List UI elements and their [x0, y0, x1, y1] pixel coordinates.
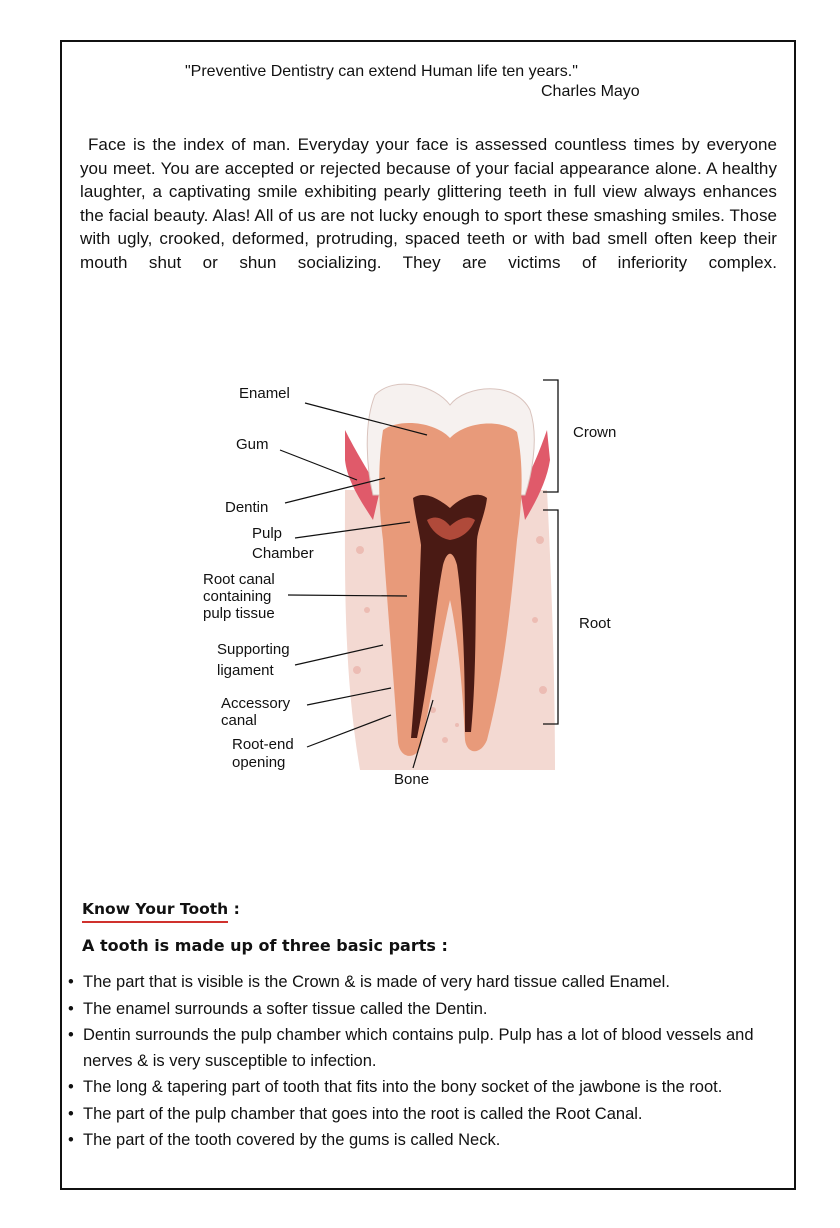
list-item-text: The part of the pulp chamber that goes into the root is called the Root Canal.: [83, 1104, 643, 1123]
label-accessory-1: Accessory: [221, 695, 291, 712]
label-enamel: Enamel: [239, 385, 290, 402]
bullet-icon: •: [68, 1104, 74, 1123]
bullet-icon: •: [68, 1026, 74, 1044]
intro-paragraph: Face is the index of man. Everyday your face is assessed countless times by everyone you meet. You are accepted or rejected because of your facial appearance alone. A healthy laughter, a captivating smile exhibiting pearly glittering teeth in full view always enhances the facial beauty. Alas! All of us are not lucky enough to sport these smashing smiles. Those with ugly, crooked, deformed, protruding, spaced teeth or with bad smell often keep their mouth shut or shun socializing. They are victims of inferiority complex.: [80, 135, 777, 272]
label-bone: Bone: [394, 771, 430, 788]
label-gum: Gum: [236, 436, 269, 453]
label-root-end-1: Root-end: [232, 736, 294, 753]
list-item-text: Dentin surrounds the pulp chamber which contains pulp. Pulp has a lot of blood vessels and nerves & is very susceptible to infection.: [83, 1026, 754, 1070]
label-root-canal-3: pulp tissue: [203, 605, 275, 622]
label-ligament-1: Supporting: [217, 641, 290, 658]
list-item: [68, 1023, 790, 1074]
list-item-text: The long & tapering part of tooth that fits into the bony socket of the jawbone is the root.: [83, 1078, 723, 1096]
section-subtitle: A tooth is made up of three basic parts :: [82, 936, 448, 955]
label-crown: Crown: [573, 424, 617, 441]
label-accessory-2: canal: [221, 712, 257, 729]
quote-text: "Preventive Dentistry can extend Human life ten years.": [185, 63, 578, 80]
tooth-diagram: [195, 370, 655, 800]
list-item-text: The part that is visible is the Crown & is made of very hard tissue called Enamel.: [83, 973, 670, 991]
label-root-end-2: opening: [232, 754, 286, 771]
bullet-icon: •: [68, 1078, 74, 1096]
section-title: [82, 900, 240, 918]
bullet-list: [68, 970, 790, 1155]
label-pulp-2: Chamber: [252, 545, 314, 562]
list-item: [68, 1102, 790, 1128]
label-ligament-2: ligament: [217, 662, 274, 679]
bullet-icon: •: [68, 999, 74, 1018]
bullet-icon: •: [68, 973, 74, 991]
list-item: [68, 1128, 790, 1154]
label-root-canal-2: containing: [203, 588, 272, 605]
list-item: [68, 997, 790, 1023]
quote-author: Charles Mayo: [541, 83, 640, 100]
list-item: [68, 970, 790, 996]
section-title-colon: :: [228, 900, 240, 918]
list-item-text: The enamel surrounds a softer tissue called the Dentin.: [83, 999, 488, 1018]
label-root-canal-1: Root canal: [203, 571, 275, 588]
bullet-icon: •: [68, 1131, 74, 1149]
list-item-text: The part of the tooth covered by the gums is called Neck.: [83, 1131, 501, 1149]
section-title-text: Know Your Tooth: [82, 900, 228, 923]
label-root: Root: [579, 615, 611, 632]
label-pulp-1: Pulp: [252, 525, 283, 542]
list-item: [68, 1075, 790, 1101]
label-dentin: Dentin: [225, 499, 269, 516]
